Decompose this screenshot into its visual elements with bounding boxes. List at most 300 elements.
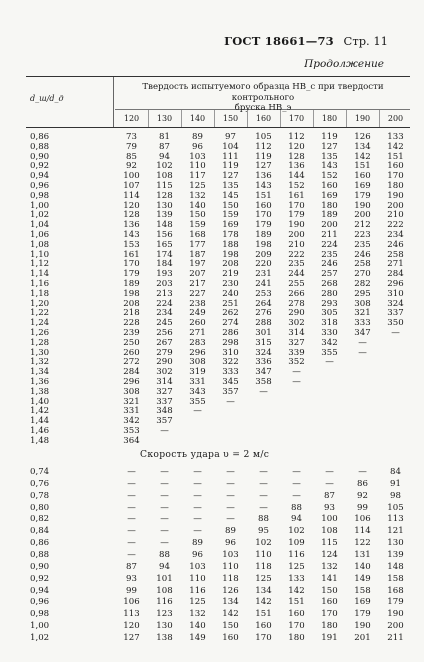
- hardness-cell: [280, 387, 313, 397]
- hardness-cell: 161: [123, 249, 140, 260]
- hardness-cell: 142: [354, 151, 371, 162]
- row-ratio-cell: 0,90: [30, 151, 50, 162]
- hardness-cell: [379, 416, 412, 426]
- hardness-cell: 149: [189, 632, 206, 643]
- row-ratio-cell: 1,44: [30, 416, 50, 427]
- table-caption-line1: Твердость испытуемого образца НВ_с при твердости контрольного: [142, 82, 384, 103]
- hardness-cell: 101: [156, 573, 173, 584]
- column-divider: [346, 110, 347, 127]
- hardness-cell: —: [160, 426, 169, 436]
- hardness-cell: 105: [387, 502, 404, 513]
- hardness-cell: 127: [321, 141, 338, 152]
- hardness-cell: 94: [159, 561, 170, 572]
- hardness-cell: 116: [288, 549, 305, 560]
- hardness-cell: 284: [123, 367, 140, 378]
- hardness-cell: 158: [387, 573, 404, 584]
- hardness-cell: 260: [123, 347, 140, 358]
- hardness-cell: 222: [288, 249, 305, 260]
- hardness-cell: [346, 377, 379, 387]
- hardness-cell: 179: [288, 210, 305, 221]
- hardness-cell: 301: [255, 328, 272, 338]
- hardness-cell: —: [160, 467, 169, 477]
- hardness-cell: 87: [126, 561, 137, 572]
- hardness-cell: 152: [321, 171, 338, 182]
- hardness-cell: 189: [255, 230, 272, 240]
- section2-title: Скорость удара υ = 2 м/с: [140, 449, 270, 460]
- hardness-cell: [346, 397, 379, 407]
- hardness-cell: [181, 426, 214, 436]
- hardness-cell: 253: [255, 288, 272, 299]
- hardness-cell: 133: [288, 573, 305, 584]
- hardness-cell: 235: [354, 239, 371, 250]
- hardness-cell: —: [193, 467, 202, 477]
- hardness-cell: 305: [321, 308, 338, 319]
- hardness-cell: —: [127, 478, 136, 489]
- hardness-cell: 96: [192, 549, 203, 560]
- row-ratio-cell: 1,14: [30, 269, 50, 280]
- row-ratio-cell: 0,98: [30, 190, 50, 201]
- hardness-cell: 150: [189, 210, 206, 221]
- hardness-cell: 142: [222, 609, 239, 620]
- hardness-cell: 298: [222, 337, 239, 348]
- hardness-cell: 126: [222, 585, 239, 596]
- hardness-cell: 179: [255, 220, 272, 231]
- hardness-cell: —: [127, 490, 136, 501]
- hardness-cell: 86: [357, 478, 368, 489]
- hardness-cell: 85: [126, 151, 137, 162]
- hardness-cell: 245: [156, 318, 173, 329]
- hardness-cell: 355: [189, 396, 206, 407]
- hardness-cell: [346, 357, 379, 367]
- row-ratio-cell: 1,20: [30, 298, 50, 309]
- gost-number: ГОСТ 18661—73: [224, 34, 334, 48]
- hardness-cell: 151: [255, 609, 272, 620]
- hardness-cell: 179: [123, 269, 140, 280]
- hardness-cell: 189: [123, 279, 140, 289]
- hardness-cell: 119: [222, 161, 239, 172]
- hardness-cell: 169: [321, 190, 338, 201]
- hardness-cell: 258: [387, 249, 404, 260]
- hardness-cell: 169: [354, 181, 371, 191]
- hardness-cell: 135: [222, 181, 239, 191]
- hardness-cell: 88: [159, 549, 170, 560]
- hardness-cell: 239: [123, 328, 140, 338]
- hardness-cell: 126: [354, 132, 371, 142]
- hardness-cell: 97: [225, 132, 236, 142]
- row-ratio-cell: 1,22: [30, 308, 50, 319]
- hardness-cell: 150: [222, 621, 239, 632]
- hardness-cell: 318: [321, 318, 338, 329]
- hardness-cell: 333: [222, 367, 239, 378]
- hardness-cell: 132: [321, 561, 338, 572]
- hardness-cell: 290: [288, 308, 305, 319]
- hardness-cell: 160: [288, 609, 305, 620]
- hardness-cell: [346, 387, 379, 397]
- hardness-cell: 165: [156, 239, 173, 250]
- hardness-cell: 200: [387, 200, 404, 211]
- hardness-cell: [247, 436, 280, 446]
- hardness-cell: 108: [156, 585, 173, 596]
- hardness-cell: —: [226, 502, 235, 513]
- hardness-cell: [379, 367, 412, 377]
- hardness-cell: 331: [123, 406, 140, 417]
- hardness-cell: 224: [156, 298, 173, 309]
- hardness-cell: 268: [321, 279, 338, 289]
- hardness-cell: 190: [387, 609, 404, 620]
- hardness-cell: 122: [354, 538, 371, 549]
- hardness-cell: 302: [288, 318, 305, 329]
- hardness-cell: 177: [189, 239, 206, 250]
- hardness-cell: [379, 377, 412, 387]
- row-ratio-cell: 0,90: [30, 561, 50, 572]
- hardness-cell: 106: [354, 514, 371, 525]
- hardness-cell: 249: [189, 308, 206, 319]
- hardness-cell: 93: [126, 573, 137, 584]
- hardness-cell: 274: [222, 318, 239, 329]
- hardness-cell: 296: [387, 279, 404, 289]
- hardness-cell: —: [358, 467, 367, 477]
- hardness-cell: 159: [189, 220, 206, 231]
- hardness-cell: 271: [387, 259, 404, 270]
- hardness-cell: 140: [189, 200, 206, 211]
- hardness-cell: 187: [189, 249, 206, 260]
- hardness-cell: 127: [255, 161, 272, 172]
- hardness-cell: 127: [123, 632, 140, 643]
- hardness-cell: 134: [255, 585, 272, 596]
- hardness-cell: —: [193, 490, 202, 501]
- hardness-cell: —: [259, 386, 268, 397]
- hardness-cell: 113: [387, 514, 404, 525]
- hardness-cell: 255: [288, 279, 305, 289]
- continued-label: Продолжение: [304, 58, 384, 70]
- hardness-cell: 104: [222, 141, 239, 152]
- hardness-cell: 130: [156, 200, 173, 211]
- hardness-cell: 260: [189, 318, 206, 329]
- hardness-cell: [313, 426, 346, 436]
- hardness-cell: 145: [222, 190, 239, 201]
- row-ratio-cell: 0,92: [30, 573, 50, 584]
- hardness-cell: [346, 416, 379, 426]
- hardness-cell: 240: [222, 288, 239, 299]
- column-header: 190: [354, 114, 371, 123]
- hardness-cell: [313, 436, 346, 446]
- hardness-cell: 116: [156, 597, 173, 608]
- hardness-cell: —: [259, 467, 268, 477]
- row-ratio-cell: 1,06: [30, 230, 50, 240]
- hardness-cell: 108: [156, 171, 173, 182]
- hardness-cell: 246: [387, 239, 404, 250]
- row-ratio-cell: 0,82: [30, 514, 50, 525]
- hardness-cell: 235: [321, 249, 338, 260]
- hardness-cell: [379, 348, 412, 358]
- hardness-cell: —: [193, 502, 202, 513]
- hardness-cell: [346, 406, 379, 416]
- hardness-cell: 170: [255, 632, 272, 643]
- hardness-cell: 348: [156, 406, 173, 417]
- hardness-cell: 264: [255, 298, 272, 309]
- hardness-cell: 228: [123, 318, 140, 329]
- hardness-cell: [247, 416, 280, 426]
- hardness-cell: 198: [222, 249, 239, 260]
- row-ratio-cell: 1,40: [30, 396, 50, 407]
- hardness-cell: 87: [159, 141, 170, 152]
- hardness-cell: 342: [321, 337, 338, 348]
- column-header: 170: [288, 114, 305, 123]
- column-header: 200: [387, 114, 404, 123]
- hardness-cell: 191: [321, 632, 338, 643]
- hardness-cell: 364: [123, 435, 140, 446]
- hardness-cell: 197: [189, 259, 206, 270]
- hardness-cell: 96: [192, 141, 203, 152]
- hardness-cell: 94: [159, 151, 170, 162]
- hardness-cell: 201: [354, 632, 371, 643]
- hardness-cell: 91: [390, 478, 401, 489]
- hardness-cell: 358: [255, 377, 272, 387]
- row-ratio-cell: 1,42: [30, 406, 50, 417]
- hardness-cell: 139: [156, 210, 173, 221]
- hardness-cell: 198: [255, 239, 272, 250]
- hardness-cell: 230: [222, 279, 239, 289]
- column-divider: [181, 110, 182, 127]
- hardness-cell: 127: [222, 171, 239, 182]
- hardness-cell: [379, 357, 412, 367]
- hardness-cell: 217: [189, 279, 206, 289]
- hardness-cell: 238: [189, 298, 206, 309]
- hardness-cell: —: [160, 490, 169, 501]
- hardness-cell: 150: [222, 200, 239, 211]
- hardness-cell: —: [160, 478, 169, 489]
- hardness-cell: [214, 406, 247, 416]
- hardness-cell: [379, 426, 412, 436]
- row-ratio-cell: 1,36: [30, 377, 50, 387]
- hardness-cell: 180: [288, 632, 305, 643]
- hardness-cell: 136: [288, 161, 305, 172]
- hardness-cell: 170: [255, 210, 272, 221]
- hardness-cell: 210: [387, 210, 404, 221]
- hardness-cell: 270: [354, 269, 371, 280]
- hardness-cell: 321: [354, 308, 371, 319]
- hardness-cell: 179: [354, 609, 371, 620]
- hardness-cell: 308: [189, 357, 206, 368]
- hardness-cell: —: [226, 514, 235, 525]
- hardness-cell: [313, 367, 346, 377]
- hardness-cell: 89: [192, 538, 203, 549]
- hardness-cell: 170: [123, 259, 140, 270]
- hardness-cell: 87: [324, 490, 335, 501]
- header-bottom-rule: [26, 127, 410, 128]
- hardness-cell: 198: [123, 288, 140, 299]
- column-divider: [148, 110, 149, 127]
- hardness-cell: 210: [288, 239, 305, 250]
- hardness-cell: 110: [189, 161, 206, 172]
- hardness-cell: —: [292, 467, 301, 477]
- hardness-cell: 125: [189, 597, 206, 608]
- hardness-cell: 188: [222, 239, 239, 250]
- hardness-cell: 136: [123, 220, 140, 231]
- hardness-cell: 142: [255, 597, 272, 608]
- hardness-cell: 160: [255, 200, 272, 211]
- hardness-cell: 282: [354, 279, 371, 289]
- row-ratio-cell: 0,74: [30, 467, 50, 477]
- hardness-cell: 302: [156, 367, 173, 378]
- hardness-cell: 89: [225, 526, 236, 537]
- hardness-cell: [214, 416, 247, 426]
- hardness-cell: 159: [222, 210, 239, 221]
- hardness-cell: 251: [222, 298, 239, 309]
- hardness-cell: —: [193, 526, 202, 537]
- row-ratio-cell: 0,98: [30, 609, 50, 620]
- hardness-cell: 336: [255, 357, 272, 368]
- hardness-cell: 160: [321, 181, 338, 191]
- hardness-cell: 271: [189, 328, 206, 338]
- row-ratio-cell: 1,18: [30, 288, 50, 299]
- column-header: 140: [189, 114, 206, 123]
- row-ratio-cell: 1,46: [30, 426, 50, 436]
- hardness-cell: 180: [321, 200, 338, 211]
- hardness-cell: 258: [354, 259, 371, 270]
- row-ratio-cell: 1,04: [30, 220, 50, 231]
- column-header: 160: [255, 114, 272, 123]
- hardness-cell: 99: [357, 502, 368, 513]
- hardness-cell: 160: [354, 171, 371, 182]
- hardness-cell: [313, 416, 346, 426]
- hardness-cell: 293: [321, 298, 338, 309]
- hardness-cell: 337: [156, 396, 173, 407]
- hardness-cell: 108: [321, 526, 338, 537]
- hardness-cell: 184: [156, 259, 173, 270]
- hardness-cell: 333: [354, 318, 371, 329]
- hardness-cell: [313, 406, 346, 416]
- hardness-cell: 246: [321, 259, 338, 270]
- page-header: [224, 34, 388, 48]
- hardness-cell: —: [358, 337, 367, 348]
- hardness-cell: 125: [255, 573, 272, 584]
- hardness-cell: 141: [321, 573, 338, 584]
- hardness-cell: 331: [189, 377, 206, 387]
- hardness-cell: 142: [288, 585, 305, 596]
- hardness-cell: 153: [123, 239, 140, 250]
- hardness-cell: 88: [291, 502, 302, 513]
- row-ratio-cell: 1,30: [30, 347, 50, 358]
- hardness-cell: 73: [126, 132, 137, 142]
- row-ratio-cell: 0,84: [30, 526, 50, 537]
- hardness-cell: 115: [156, 181, 173, 191]
- hardness-cell: 115: [321, 538, 338, 549]
- row-ratio-cell: 1,26: [30, 328, 50, 338]
- hardness-cell: —: [226, 396, 235, 407]
- hardness-cell: 110: [222, 561, 239, 572]
- hardness-cell: 256: [156, 328, 173, 338]
- hardness-cell: —: [292, 490, 301, 501]
- hardness-cell: 84: [390, 467, 401, 477]
- hardness-cell: 290: [156, 357, 173, 368]
- hardness-cell: 109: [288, 538, 305, 549]
- hardness-cell: [313, 397, 346, 407]
- hardness-cell: 96: [225, 538, 236, 549]
- hardness-cell: 324: [255, 347, 272, 358]
- column-divider: [313, 110, 314, 127]
- hardness-cell: 95: [258, 526, 269, 537]
- hardness-cell: 310: [387, 288, 404, 299]
- hardness-cell: 117: [189, 171, 206, 182]
- row-ratio-cell: 1,00: [30, 621, 50, 632]
- hardness-cell: 200: [321, 220, 338, 231]
- hardness-cell: 89: [192, 132, 203, 142]
- row-ratio-cell: 1,00: [30, 200, 50, 211]
- hardness-cell: 322: [222, 357, 239, 368]
- row-ratio-cell: 0,80: [30, 502, 50, 513]
- hardness-cell: 209: [255, 249, 272, 260]
- row-ratio-cell: 1,48: [30, 435, 50, 446]
- hardness-cell: 88: [258, 514, 269, 525]
- hardness-cell: 150: [321, 585, 338, 596]
- hardness-cell: 343: [189, 386, 206, 397]
- hardness-cell: [346, 426, 379, 436]
- row-ratio-cell: 0,94: [30, 171, 50, 182]
- table-caption: [115, 82, 411, 114]
- hardness-cell: 100: [123, 171, 140, 182]
- hardness-cell: [346, 367, 379, 377]
- row-ratio-cell: 1,12: [30, 259, 50, 270]
- hardness-cell: 308: [123, 386, 140, 397]
- hardness-cell: 148: [156, 220, 173, 231]
- hardness-cell: 347: [255, 367, 272, 378]
- hardness-cell: —: [358, 347, 367, 358]
- hardness-cell: 79: [126, 141, 137, 152]
- hardness-cell: 160: [222, 632, 239, 643]
- hardness-cell: —: [193, 406, 202, 417]
- hardness-cell: 200: [288, 230, 305, 240]
- hardness-cell: 151: [354, 161, 371, 172]
- hardness-cell: 235: [288, 259, 305, 270]
- hardness-cell: 241: [255, 279, 272, 289]
- row-ratio-cell: 1,34: [30, 367, 50, 378]
- hardness-cell: 208: [222, 259, 239, 270]
- hardness-cell: 321: [123, 396, 140, 407]
- row-ratio-cell: 0,88: [30, 549, 50, 560]
- hardness-cell: [379, 436, 412, 446]
- row-ratio-cell: 1,02: [30, 632, 50, 643]
- hardness-cell: 170: [288, 621, 305, 632]
- hardness-cell: 180: [321, 621, 338, 632]
- hardness-cell: 223: [354, 230, 371, 240]
- hardness-cell: [346, 436, 379, 446]
- hardness-cell: 143: [123, 230, 140, 240]
- hardness-cell: —: [127, 502, 136, 513]
- hardness-cell: 128: [156, 190, 173, 201]
- hardness-cell: 151: [387, 151, 404, 162]
- hardness-cell: 352: [288, 357, 305, 368]
- row-ratio-cell: 1,32: [30, 357, 50, 368]
- hardness-cell: —: [226, 478, 235, 489]
- hardness-cell: 234: [387, 230, 404, 240]
- hardness-cell: 296: [123, 377, 140, 387]
- hardness-cell: —: [160, 514, 169, 525]
- hardness-cell: 128: [123, 210, 140, 221]
- hardness-cell: —: [325, 357, 334, 368]
- hardness-cell: 190: [354, 621, 371, 632]
- hardness-cell: —: [226, 467, 235, 477]
- hardness-cell: 190: [288, 220, 305, 231]
- hardness-cell: 257: [321, 269, 338, 280]
- row-ratio-cell: 1,28: [30, 337, 50, 348]
- row-ratio-cell: 1,08: [30, 239, 50, 250]
- hardness-cell: 116: [189, 585, 206, 596]
- hardness-cell: —: [391, 328, 400, 338]
- hardness-cell: 103: [222, 549, 239, 560]
- hardness-cell: 134: [354, 141, 371, 152]
- hardness-cell: 308: [354, 298, 371, 309]
